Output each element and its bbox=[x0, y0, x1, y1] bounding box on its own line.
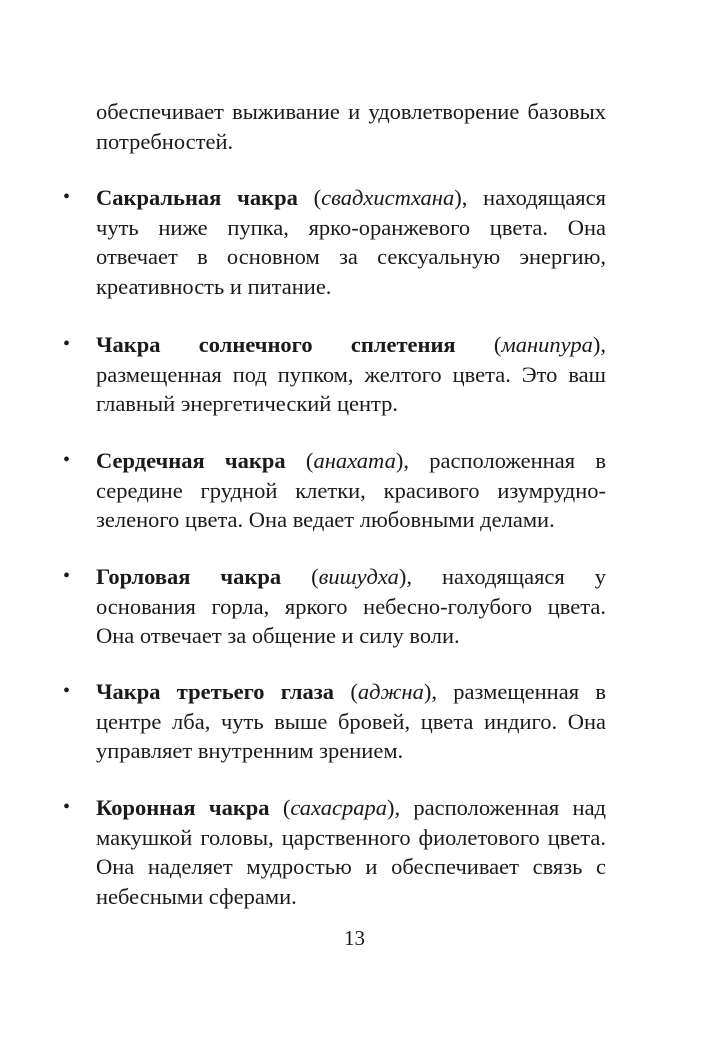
paren-open: ( bbox=[269, 795, 291, 820]
paren-open: ( bbox=[297, 185, 322, 210]
list-item bbox=[63, 330, 606, 419]
paren-close: ) bbox=[454, 185, 462, 210]
list-item bbox=[63, 793, 606, 911]
chakra-description: , находящаяся чуть ниже пупка, ярко-оранжевого цвета. Она отвечает в основном за сексуальную энергию, креативность и питание. bbox=[96, 185, 606, 299]
paren-close: ) bbox=[386, 795, 395, 820]
chakra-name: Чакра третьего глаза bbox=[96, 679, 335, 704]
list-item bbox=[63, 446, 607, 535]
bullet-icon: • bbox=[63, 333, 71, 355]
chakra-sanskrit: манипура bbox=[501, 332, 593, 357]
chakra-description: , находящаяся у основания горла, яркого небесно-голубого цвета. Она отвечает за общение и силу воли. bbox=[96, 564, 606, 648]
chakra-name: Сердечная чакра bbox=[96, 448, 286, 473]
chakra-sanskrit: анахата bbox=[313, 448, 396, 473]
paren-open: ( bbox=[281, 564, 319, 589]
chakra-sanskrit: аджна bbox=[357, 679, 424, 704]
chakra-sanskrit: сахасрара bbox=[290, 795, 387, 820]
chakra-name: Коронная чакра bbox=[96, 795, 270, 820]
chakra-name: Горловая чакра bbox=[96, 564, 282, 589]
bullet-icon: • bbox=[63, 449, 71, 471]
paren-open: ( bbox=[334, 679, 358, 704]
paren-open: ( bbox=[285, 448, 314, 473]
intro-paragraph: обеспечивает выживание и удовлетворение базовых потребностей. bbox=[96, 99, 606, 154]
chakra-description: , размещенная под пупком, желтого цвета. Это ваш главный энергетический центр. bbox=[96, 332, 606, 416]
bullet-icon: • bbox=[63, 796, 71, 818]
chakra-sanskrit: вишудха bbox=[318, 564, 399, 589]
list-item bbox=[63, 183, 606, 301]
paren-close: ) bbox=[592, 332, 601, 357]
page-number: 13 bbox=[344, 926, 365, 950]
bullet-icon: • bbox=[63, 186, 71, 208]
paren-close: ) bbox=[423, 679, 432, 704]
chakra-description: , расположенная в середине грудной клетки, красивого изумрудно-зеленого цвета. Она ведает любовными делами. bbox=[96, 448, 607, 532]
bullet-icon: • bbox=[63, 565, 71, 587]
list-item bbox=[63, 562, 606, 651]
paren-close: ) bbox=[395, 448, 404, 473]
bullet-icon: • bbox=[63, 680, 71, 702]
list-item bbox=[63, 677, 606, 766]
chakra-description: , размещенная в центре лба, чуть выше бровей, цвета индиго. Она управляет внутренним зрением. bbox=[96, 679, 606, 763]
paren-close: ) bbox=[398, 564, 407, 589]
chakra-name: Чакра солнечного сплетения bbox=[96, 332, 456, 357]
chakra-sanskrit: свадхистхана bbox=[321, 185, 455, 210]
paren-open: ( bbox=[455, 332, 502, 357]
chakra-description: , расположенная над макушкой головы, царственного фиолетового цвета. Она наделяет мудростью и обеспечивает связь с небесными сферами. bbox=[96, 795, 606, 909]
chakra-name: Сакральная чакра bbox=[96, 185, 298, 210]
